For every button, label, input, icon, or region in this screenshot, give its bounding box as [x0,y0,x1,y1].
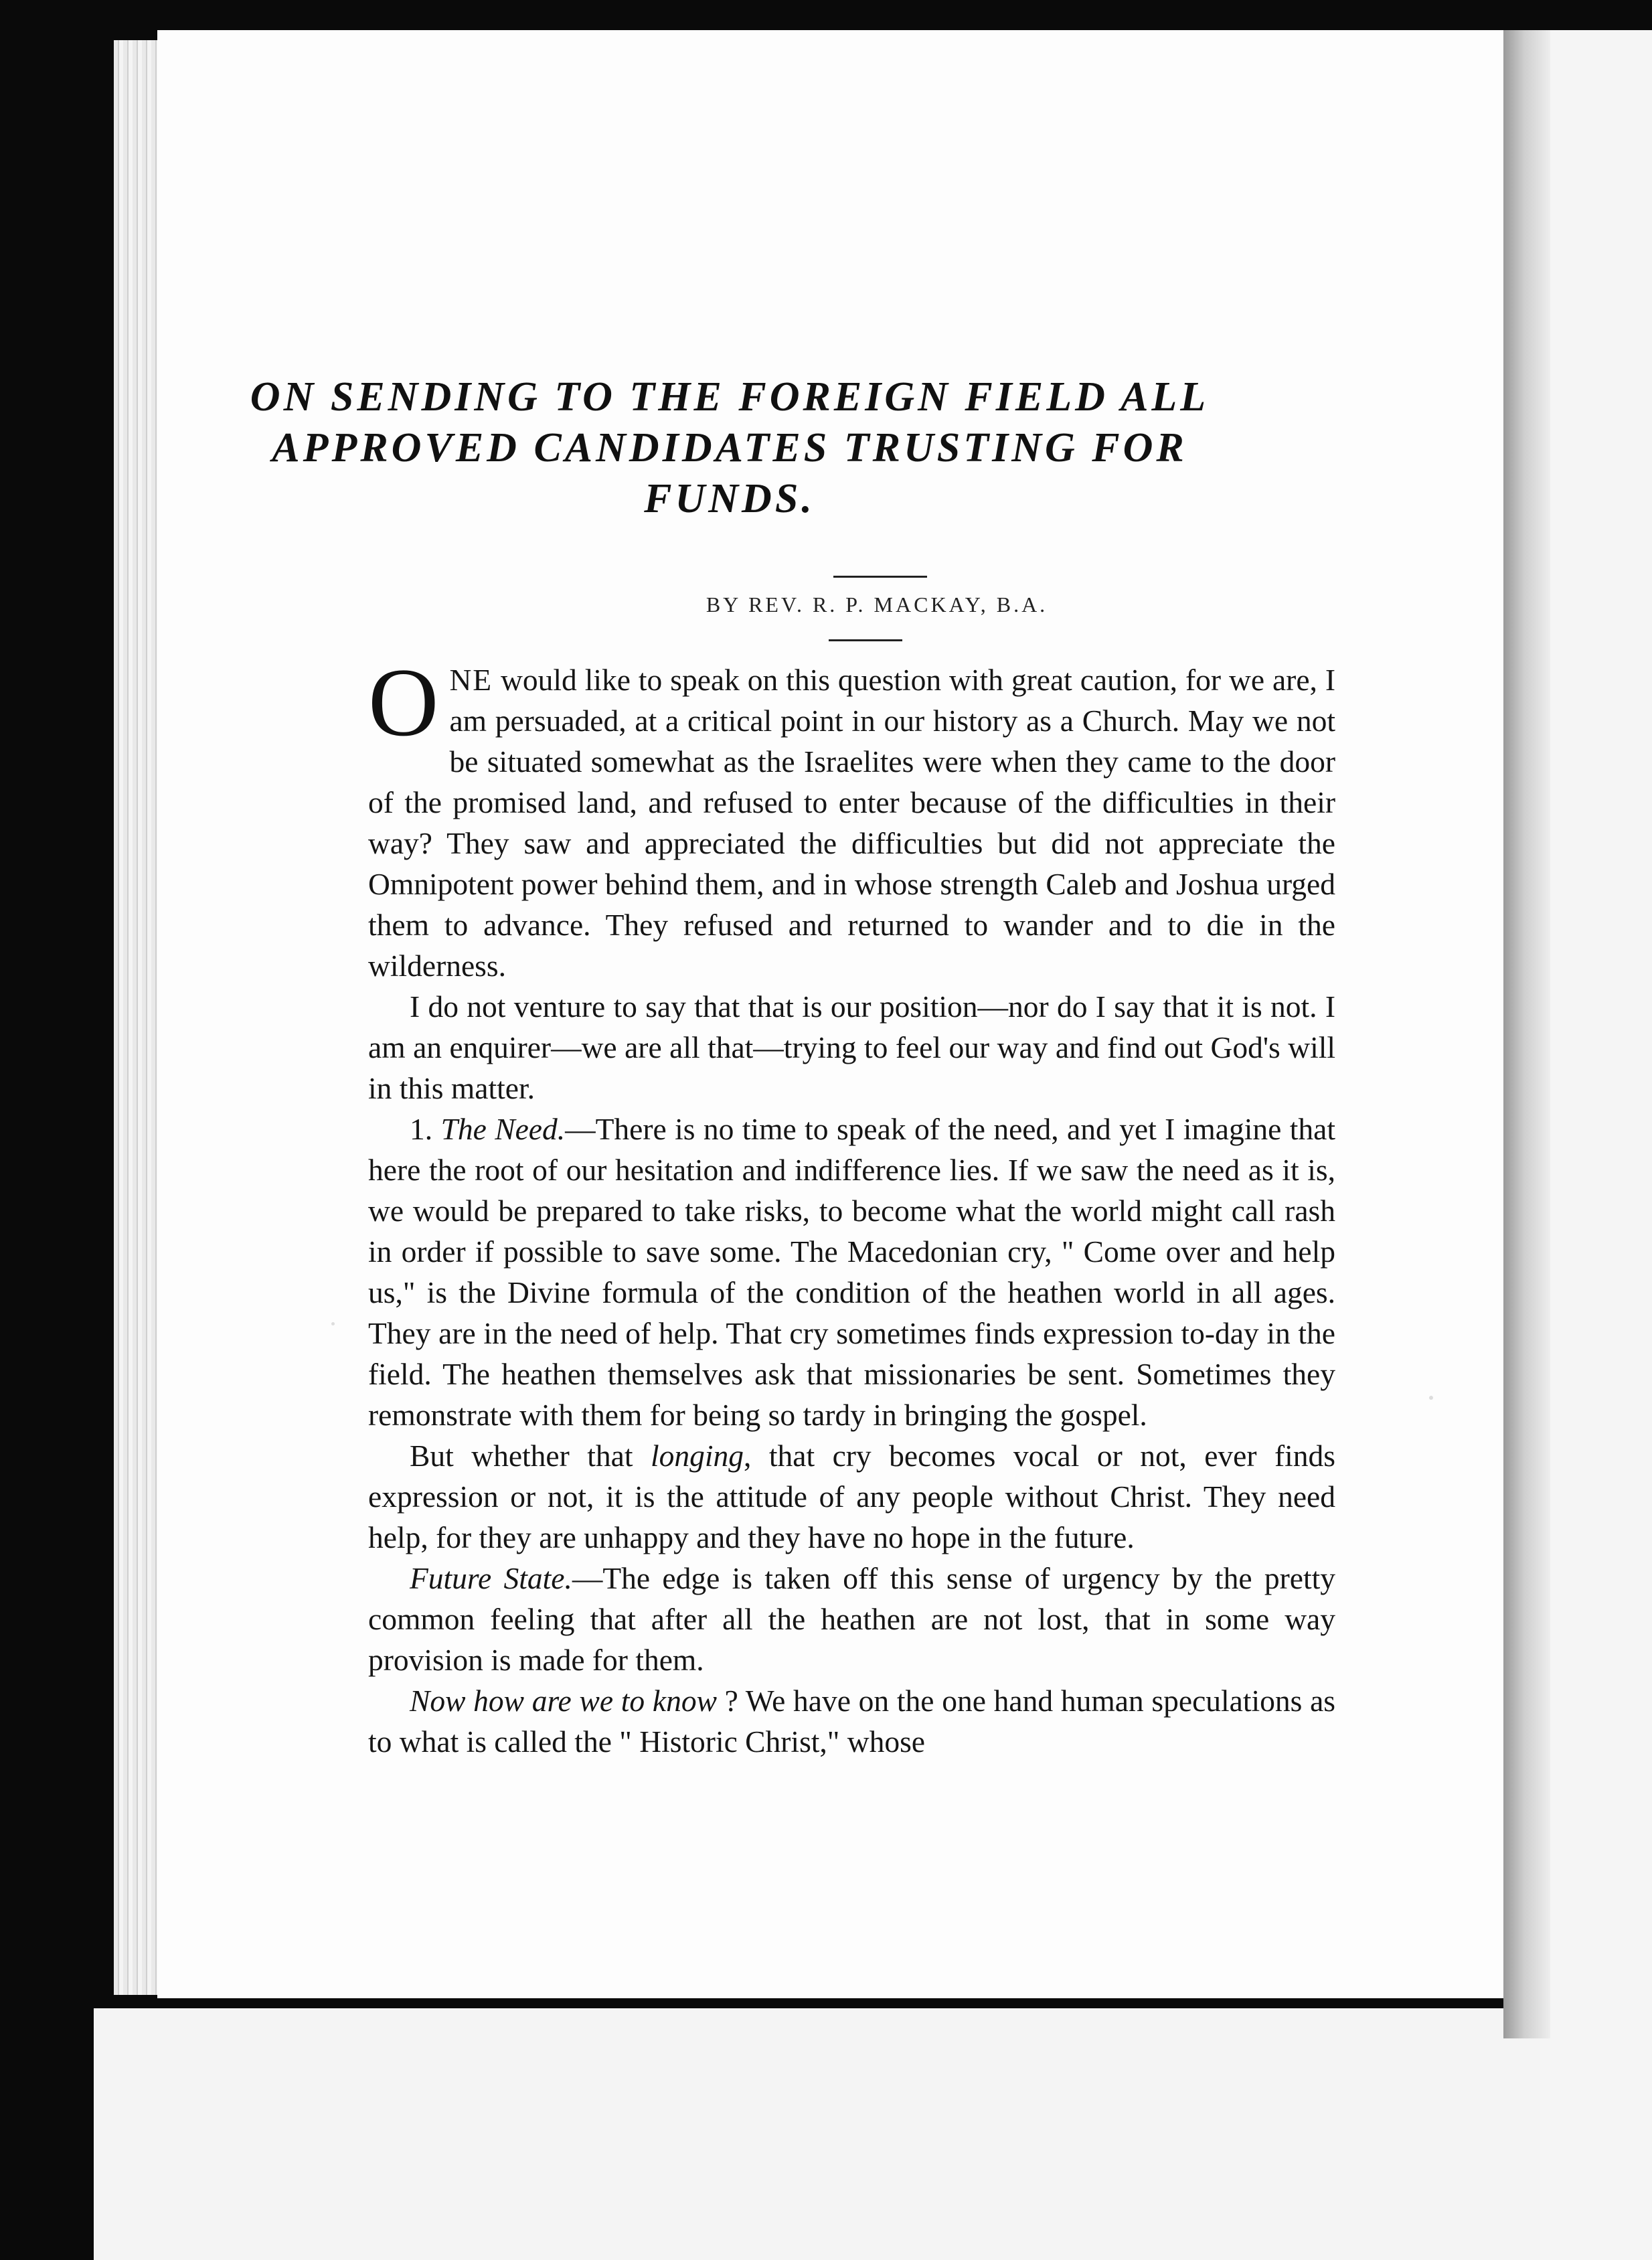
article-title: ON SENDING TO THE FOREIGN FIELD ALL APPROVED CANDIDATES TRUSTING FOR FUNDS. [250,374,1210,521]
paragraph-text: , that cry becomes vocal or not, ever finds expression or not, it is the attitude of any people without Christ. They need help, for they are unhappy and they have no hope in the future. [368,1439,1336,1554]
section-heading: Future State. [410,1561,572,1595]
paragraph-position [368,986,1335,1109]
section-number: 1. [410,1112,433,1146]
title-rule [833,576,927,578]
opening-word: NE [449,663,493,697]
page-gutter-shadow [1503,30,1550,2038]
paragraph-text: I do not venture to say that that is our position—nor do I say that it is not. I am an enquirer—we are all that—trying to feel our way and find out God's will in this matter. [368,989,1335,1105]
paragraph-how-to-know [368,1680,1335,1762]
paragraph-opening [368,648,1335,986]
paper-speck [331,1322,335,1325]
emphasis-word: longing [650,1439,744,1473]
paragraph-the-need [368,1109,1335,1435]
section-heading: Now how are we to know [410,1684,717,1718]
paragraph-text: —The edge is taken off this sense of urgency by the pretty common feeling that after all the heathen are not lost, that in some way provision is made for them. [368,1561,1335,1677]
paragraph-text-lead: But whether that [410,1439,651,1473]
paragraph-future-state [368,1558,1335,1680]
paragraph-longing [368,1435,1335,1558]
section-heading: The Need. [440,1112,566,1146]
byline-rule [829,639,902,641]
scan-bottom-margin [94,2008,1652,2260]
article-byline: BY REV. R. P. MACKAY, B.A. [706,592,1048,617]
paper-speck [1429,1396,1433,1400]
article-body [368,648,1336,1762]
paragraph-text: —There is no time to speak of the need, and yet I imagine that here the root of our hesitation and indifference lies. If we saw the need as it is, we would be prepared to take risks, to become what the world might call rash in order if possible to save some. The Macedonian cry, " Come over and help us," is the Divine formula of the condition of the heathen world in all ages. They are in the need of help. That cry sometimes finds expression to-day in the field. The heathen themselves ask that missionaries be sent. Sometimes they remonstrate with them for being so tardy in bringing the gospel. [368,1112,1335,1432]
paragraph-text: would like to speak on this question with great caution, for we are, I am persuaded, at a critical point in our history as a Church. May we not be situated somewhat as the Israelites were when they came to the door of the promised land, and refused to enter because of the difficulties in their way? They saw and appreciated the difficulties but did not appreciate the Omnipotent power behind them, and in whose strength Caleb and Joshua urged them to advance. They refused and returned to wander and to die in the wilderness. [368,663,1335,983]
facing-page-edge [1540,30,1652,2260]
paragraph-text: ? We have on the one hand human speculations as to what is called the " Historic Christ," whose [368,1684,1335,1759]
drop-cap: O [368,648,439,756]
